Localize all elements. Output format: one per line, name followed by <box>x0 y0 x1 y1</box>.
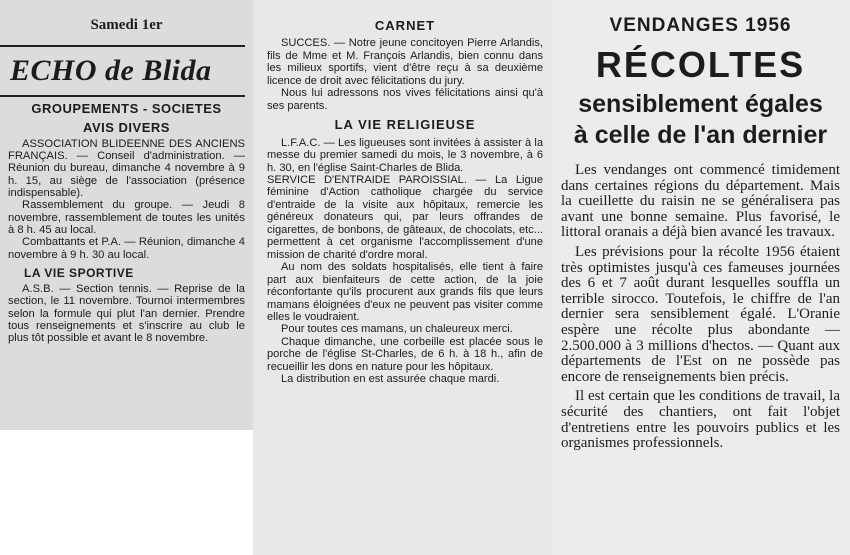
echo-de-blida-clipping <box>0 0 253 430</box>
groupements-heading: GROUPEMENTS - SOCIETES <box>31 101 222 117</box>
article-paragraph: Les prévisions pour la récolte 1956 étaient très optimistes jusqu'à ces fameuses journées des 6 et 7 août durant lesquelles souffla un terrible sirocco. Toutefois, le chiffre de l'an dernier sera sensiblement égalé. L'Oranie espère une récolte plus abondante — 2.500.000 à 3 millions d'hectos. — Quant aux départements de l'Est on ne possède pas encore de renseignements bien précis. <box>561 243 840 385</box>
article-paragraph: Il est certain que les conditions de travail, la sécurité des chantiers, ont fait l'objet d'entretiens entre les pouvoirs publics et les organismes professionnels. <box>561 388 840 452</box>
article-subtitle: sensiblement égales <box>578 90 823 118</box>
avis-paragraph: Combattants et P.A. — Réunion, dimanche 4 novembre à 9 h. 30 au local. <box>8 236 245 261</box>
article-subtitle: à celle de l'an dernier <box>573 121 828 149</box>
religieuse-paragraph: Pour toutes ces mamans, un chaleureux merci. <box>281 323 513 336</box>
avis-divers-heading: AVIS DIVERS <box>83 119 170 135</box>
religieuse-paragraph: Chaque dimanche, une corbeille est placée sous le porche de l'église St-Charles, de 6 h. à 18 h., afin de recueillir les dons en nature pour les hôpitaux. <box>267 335 543 373</box>
religieuse-paragraph: Au nom des soldats hospitalisés, elle tient à faire part aux bienfaiteurs de cette action, de la joie réconfortante qu'ils procurent aux grands fils que leurs mamans éloignées d'eux ne peuvent pas visiter comme elles le voudraient. <box>267 261 543 323</box>
religieuse-paragraph: La distribution en est assurée chaque mardi. <box>281 373 500 386</box>
article-kicker: VENDANGES 1956 <box>609 15 792 36</box>
religieuse-paragraph: SERVICE D'ENTRAIDE PAROISSIAL. — La Ligue féminine d'Action catholique chargée du service d'entraide de la visite aux hôpitaux, remercie les généreux donateurs qui, par leurs offrandes de cigarettes, de bonbons, de gâteaux, de chocolats, etc... permettent à cet organisme l'accomplissement d'une mission de charité d'ordre moral. <box>267 173 543 261</box>
carnet-paragraph: Nous lui adressons nos vives félicitations ainsi qu'à ses parents. <box>267 87 543 112</box>
religieuse-paragraph: L.F.A.C. — Les ligueuses sont invitées à assister à la messe du premier samedi du mois, le 3 novembre, à 6 h. 30, en l'église Saint-Charles de Blida. <box>267 136 543 174</box>
vie-sportive-heading: LA VIE SPORTIVE <box>24 265 134 280</box>
sport-paragraph: A.S.B. — Section tennis. — Reprise de la section, le 11 novembre. Tournoi intermembres selon la formule qui plut l'an dernier. Prendre tous renseignements et s'inscrire au club le plus tôt possible et avant le 8 novembre. <box>8 283 245 345</box>
article-title: RÉCOLTES <box>595 44 806 85</box>
avis-paragraph: ASSOCIATION BLIDEENNE DES ANCIENS FRANÇAIS. — Conseil d'administration. — Réunion du bureau, dimanche 4 novembre à 9 h. 15, au siège de l'association (présence indispensable). <box>8 137 245 200</box>
avis-paragraph: Rassemblement du groupe. — Jeudi 8 novembre, rassemblement de toutes les unités à 8 h. 45 au local. <box>8 199 245 236</box>
carnet-paragraph: SUCCES. — Notre jeune concitoyen Pierre Arlandis, fils de Mme et M. François Arlandis, bien connu dans les milieux sportifs, vient d'être reçu à sa deuxième licence de droit avec félicitations du jury. <box>267 37 543 87</box>
article-paragraph: Les vendanges ont commencé timidement dans certaines régions du département. Mais la cueillette du raisin ne se généralisera pas avant une bonne semaine. Plus favorisé, le littoral oranais a déjà bien avancé les travaux. <box>561 162 840 241</box>
vie-religieuse-heading: LA VIE RELIGIEUSE <box>334 117 476 133</box>
page-date: Samedi 1er <box>90 17 163 33</box>
carnet-heading: CARNET <box>374 18 436 33</box>
echo-de-blida-masthead: ECHO de Blida <box>0 45 245 97</box>
carnet-clipping <box>253 0 553 555</box>
article-body <box>561 163 840 452</box>
vendanges-clipping <box>553 0 850 555</box>
